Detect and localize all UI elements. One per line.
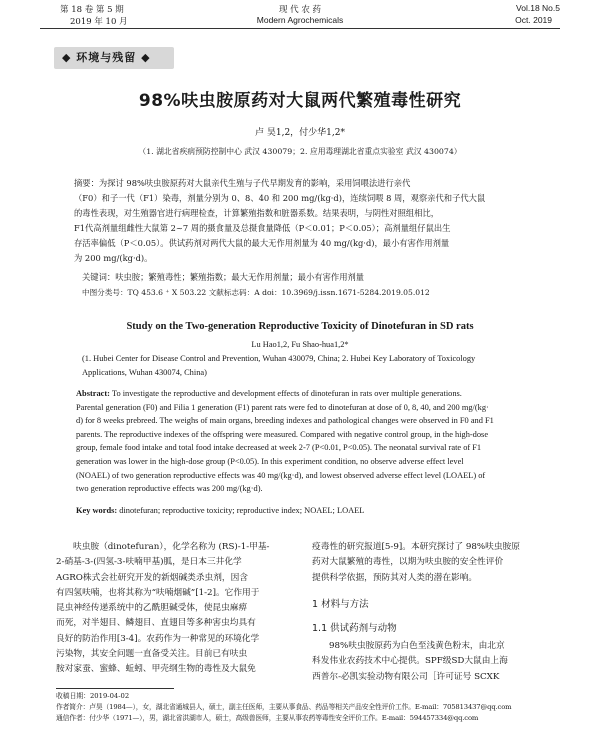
keywords-cn: 关键词：呋虫胺；繁殖毒性；繁殖指数；最大无作用剂量；最小有害作用剂量: [82, 272, 365, 282]
section-heading-1-1: 1.1 供试药剂与动物: [312, 623, 397, 634]
authors-cn: 卢 昊1,2，付少华1,2*: [255, 128, 345, 138]
body-line: 污染物，其安全问题一直备受关注。目前已有呋虫: [56, 649, 248, 660]
affiliation-cn: （1. 湖北省疾病预防控制中心 武汉 430079；2. 应用毒理湖北省重点实验室 武汉 430074）: [138, 147, 462, 156]
body-line: 而死，对半翅目、鳞翅目、直翅目等多种害虫均具有: [56, 618, 256, 629]
classification-cn: 中图分类号：TQ 453.6 ⁺ X 503.22 文献标志码：A doi：10.3969/j.issn.1671-5284.2019.05.012: [82, 288, 430, 297]
header-journal-cn: 现 代 农 药: [278, 5, 322, 15]
keywords-en-label: Key words:: [76, 506, 118, 515]
body-line: 西普尔-必凯实验动物有限公司［许可证号 SCXK: [312, 671, 500, 682]
body-line: 疫毒性的研究报道[5-9]。本研究探讨了 98%呋虫胺原: [312, 542, 520, 552]
abstract-en-line: Parental generation (F0) and Filia 1 generation (F1) parent rats were fed to dinotefuran at dose of 0, 8, 40, and 200 mg/(kg·: [76, 402, 489, 412]
header-date: 2019 年 10 月: [70, 17, 128, 27]
body-line: 良好的防治作用[3-4]。农药作为一种常见的环境化学: [56, 633, 260, 644]
body-line: AGRO株式会社研究开发的新烟碱类杀虫剂，因含: [56, 572, 248, 583]
header-issue: 第 18 卷 第 5 期: [60, 5, 124, 15]
body-line: 胺对家蚕、蜜蜂、蚯蚓、甲壳纲生物的毒性及大鼠免: [56, 664, 256, 675]
abstract-cn-line: F1代高剂量组雌性大鼠第 2~7 周的摄食量及总摄食量降低（P＜0.01；P＜0.05）；高剂量组仔鼠出生: [74, 223, 451, 233]
abstract-cn-line: 存活率偏低（P＜0.05）。供试药剂对两代大鼠的最大无作用剂量为 40 mg/(kg·d)，最小有害作用剂量: [74, 238, 450, 248]
body-right-bottom: [312, 639, 560, 685]
abstract-cn-line: （F0）和子一代（F1）染毒，剂量分别为 0、8、40 和 200 mg/(kg·d)，连续饲喂 8 周，观察亲代和子代大鼠: [74, 193, 486, 203]
abstract-en: [76, 387, 526, 496]
body-line: 科发伟业农药技术中心提供。SPF级SD大鼠由上海: [312, 656, 508, 667]
body-line: 呋虫胺（dinotefuran），化学名称为 (RS)-1-甲基-: [73, 542, 270, 552]
abstract-en-line: To investigate the reproductive and development effects of dinotefuran in rats over multiple generations.: [109, 389, 462, 398]
abstract-en-line: generation was lower in the high-dose group (P<0.05). In this experiment condition, no observe adverse effect level: [76, 456, 464, 466]
body-line: 昆虫神经传递系统中的乙酰胆碱受体，使昆虫麻痹: [56, 603, 248, 614]
body-line: 98%呋虫胺原药为白色至浅黄色粉末，由北京: [329, 641, 505, 651]
section-tag: ◆ 环境与残留 ◆: [54, 47, 174, 69]
footnote-received: 收稿日期：2019-04-02: [56, 692, 130, 700]
abstract-cn-line: 的毒性表现，对生殖器官进行病理检查，计算繁殖指数和脏器系数。结果表明，与阴性对照组相比，: [74, 208, 440, 218]
header-volume: Vol.18 No.5: [516, 3, 560, 13]
body-line: 药对大鼠繁殖的毒性，以期为呋虫胺的安全性评价: [312, 557, 504, 568]
footnotes: [56, 691, 570, 724]
footnote-author: 作者简介：卢昊（1984—），女，湖北省通城县人，硕士，副主任医师，主要从事食品、药品等相关产品安全性评价工作。E-mail：705813437@qq.com: [56, 703, 512, 711]
abstract-en-line: parents. The reproductive indexes of the offspring were measured. Compared with negative control group, in the high-dose: [76, 429, 489, 439]
title-en: Study on the Two-generation Reproductive Toxicity of Dinotefuran in SD rats: [126, 321, 474, 332]
body-line: 提供科学依据，预防其对人类的潜在影响。: [312, 572, 478, 583]
footnote-corresponding: 通信作者：付少华（1971—），男，湖北省洪湖市人，硕士，高级兽医师，主要从事农药等毒性安全评价工作。E-mail：594457334@qq.com: [56, 714, 479, 722]
abstract-en-label: Abstract:: [76, 389, 110, 398]
abstract-en-line: d) for 8 weeks prebreed. The weighs of main organs, breeding indexes and pathological changes were observed in F0 and F1: [76, 416, 494, 426]
body-line: 2-硝基-3-(四氢-3-呋喃甲基)胍，是日本三井化学: [56, 557, 242, 568]
affiliation-en: [82, 352, 560, 379]
abstract-cn-line: 摘要：为探讨 98%呋虫胺原药对大鼠亲代生殖与子代早期发育的影响，采用饲喂法进行亲代: [74, 178, 411, 188]
abstract-cn: [74, 176, 526, 266]
footnote-rule: [56, 688, 174, 689]
abstract-en-line: (NOAEL) of two generation reproductive effects was 40 mg/(kg·d), and lowest observed adverse effect level (LOAEL) of: [76, 470, 486, 480]
keywords-en-text: dinotefuran; reproductive toxicity; reproductive index; NOAEL; LOAEL: [117, 506, 365, 515]
abstract-en-line: group, female food intake and total food intake decreased at week 2-7 (P<0.01, P<0.05). The neonatal survival rate of F1: [76, 443, 482, 453]
authors-en: Lu Hao1,2, Fu Shao-hua1,2*: [251, 340, 349, 349]
body-right-column: [312, 540, 560, 586]
keywords-en: [76, 504, 526, 518]
abstract-cn-line: 为 200 mg/(kg·d)。: [74, 253, 153, 263]
body-left-column: [56, 540, 304, 678]
body-line: 有四氢呋喃，也将其称为“呋喃烟碱”[1-2]。它作用于: [56, 587, 260, 598]
header-date-en: Oct. 2019: [515, 15, 552, 25]
section-heading-1: 1 材料与方法: [312, 599, 369, 610]
title-cn: 98%呋虫胺原药对大鼠两代繁殖毒性研究: [138, 91, 462, 111]
affiliation-en-line: Applications, Wuhan 430074, China): [82, 367, 207, 377]
affiliation-en-line: (1. Hubei Center for Disease Control and Prevention, Wuhan 430079, China; 2. Hubei Key Laboratory of Toxicology: [82, 354, 476, 363]
header-journal-en: Modern Agrochemicals: [256, 15, 344, 25]
header-rule: [40, 28, 560, 29]
abstract-en-line: two generation reproductive effects was 200 mg/(kg·d).: [76, 484, 263, 494]
